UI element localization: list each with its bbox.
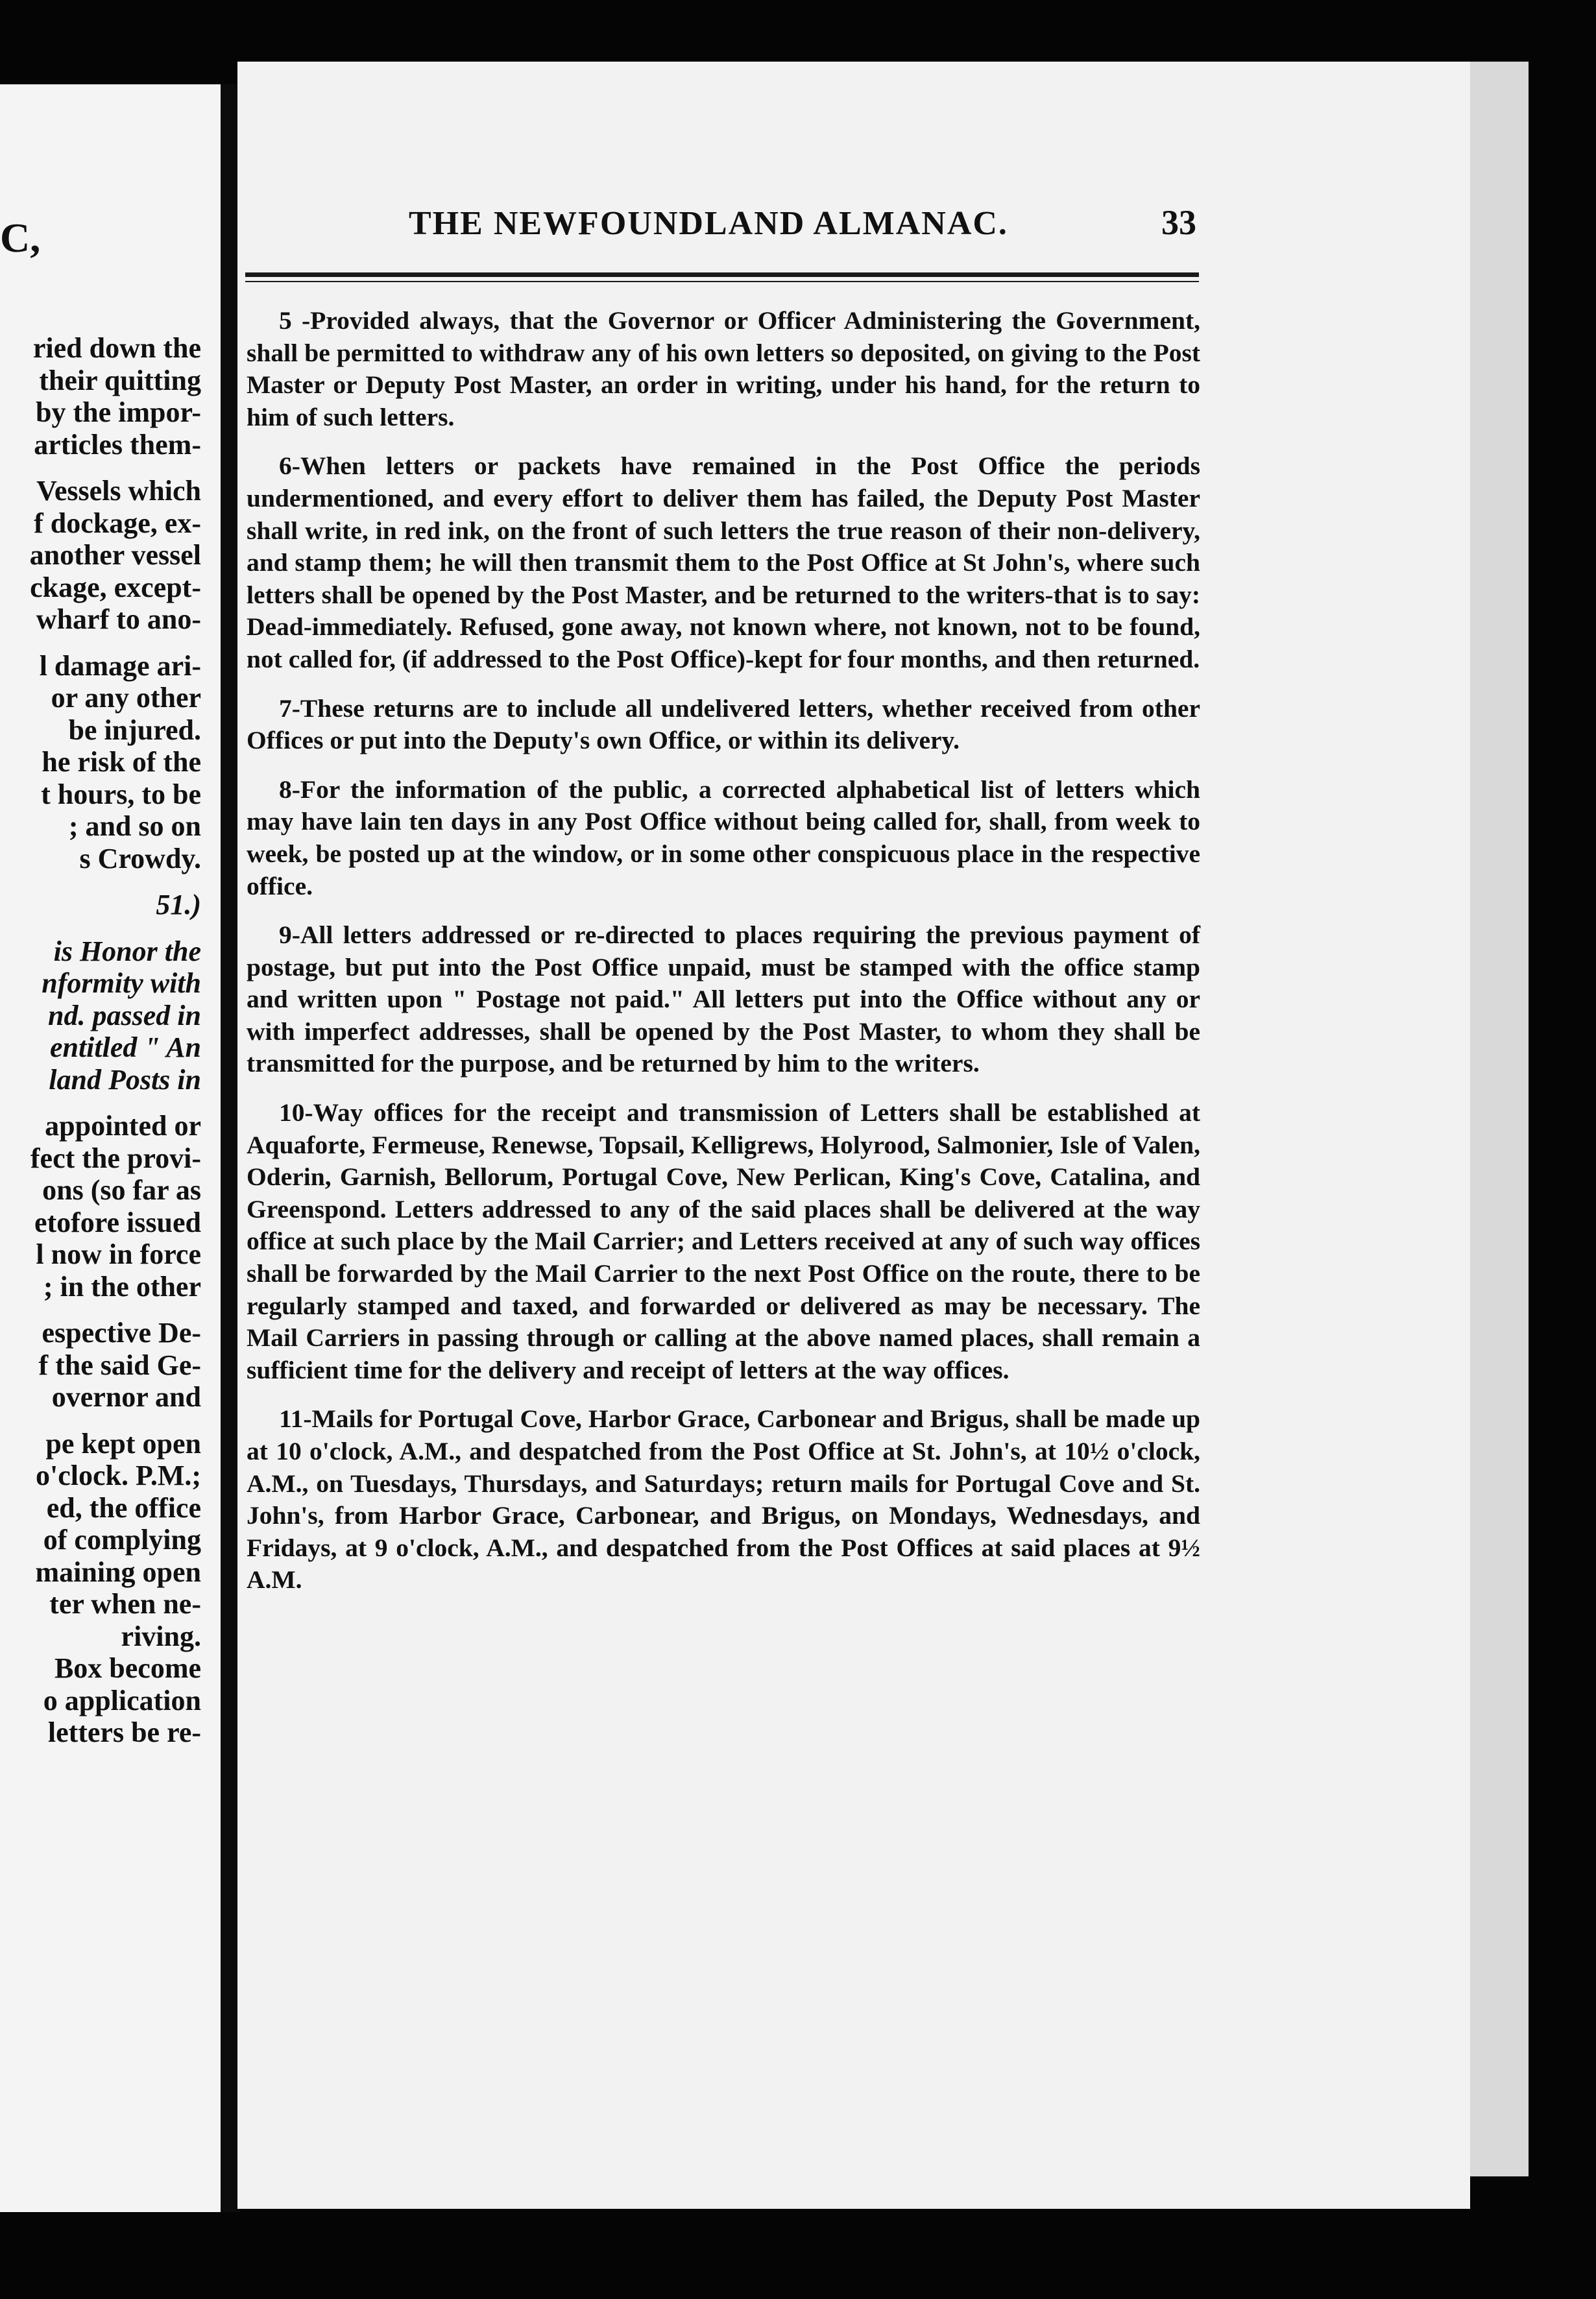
page-edge-shadow: [1470, 62, 1529, 2176]
left-page-line: land Posts in: [49, 1063, 201, 1096]
left-page-line: l now in force: [36, 1238, 201, 1270]
left-page-line: t hours, to be: [41, 778, 201, 810]
left-page-line: he risk of the: [42, 746, 201, 778]
left-page-line: or any other: [51, 682, 201, 714]
left-page-line: Box become: [54, 1652, 201, 1684]
left-page-line: fect the provi-: [30, 1142, 201, 1174]
paragraph-7: 7-These returns are to include all undelivered letters, whether received from other Offices or put into the Deputy's own Office, or within its delivery.: [247, 693, 1200, 755]
left-page-line: f dockage, ex-: [34, 507, 201, 539]
left-page-line: espective De-: [42, 1317, 201, 1349]
left-page-line: be injured.: [68, 714, 201, 746]
left-page-line: o'clock. P.M.;: [36, 1460, 201, 1491]
left-page-line: overnor and: [51, 1381, 201, 1413]
paragraph-10: 10-Way offices for the receipt and transmission of Letters shall be established at Aquaforte, Fermeuse, Renewse, Topsail, Kelligrews, Holyrood, Salmonier, Isle of Valen, Oderin, Garnish, Bellorum, Portugal Cove, New Perlican, King's Cove, Catalina, and Greenspond. Letters addressed to any of the said places shall be delivered at the way office at such place by the Mail Carrier; and Letters received at any of such way offices shall be forwarded by the Mail Carrier to the next Post Office on the route, there to be regularly stamped and taxed, and forwarded or delivered as may be necessary. The Mail Carriers in passing through or calling at the above named places, shall remain a sufficient time for the delivery and receipt of letters at the way offices.: [247, 1098, 1200, 1384]
left-page-line: nd. passed in: [48, 999, 201, 1031]
left-page-line: appointed or: [45, 1110, 201, 1142]
left-page-line: ; and so on: [68, 810, 201, 842]
page-number: 33: [1161, 203, 1196, 242]
left-page-line: riving.: [121, 1620, 201, 1652]
paragraph-6: 6-When letters or packets have remained in the Post Office the periods undermentioned, and every effort to deliver them has failed, the Deputy Post Master shall write, in red ink, on the front of such letters the true reason of their non-delivery, and stamp them; he will then transmit them to the Post Office at St John's, where such letters shall be opened by the Post Master, and be returned to the writers-that is to say: Dead-immediately. Refused, gone away, not known where, not known, not to be found, not called for, (if addressed to the Post Office)-kept for four months, and then returned.: [247, 451, 1200, 673]
left-page-line: entitled " An: [49, 1031, 201, 1063]
left-page-line: by the impor-: [35, 396, 201, 428]
left-page-line: articles them-: [34, 428, 201, 461]
left-page-line: ; in the other: [43, 1270, 201, 1303]
left-page-line: is Honor the: [53, 935, 201, 967]
paragraph-11: 11-Mails for Portugal Cove, Harbor Grace, Carbonear and Brigus, shall be made up at 10 o'clock, A.M., and despatched from the Post Office at St. John's, at 10½ o'clock, A.M., on Tuesdays, Thursdays, and Saturdays; return mails for Portugal Cove and St. John's, from Harbor Grace, Carbonear, and Brigus, on Mondays, Wednesdays, and Fridays, at 9 o'clock, A.M., and despatched from the Post Offices at said places at 9½ A.M.: [247, 1404, 1200, 1595]
header-rule-thick: [245, 272, 1199, 277]
header-rule-thin: [245, 281, 1199, 282]
left-page-line: another vessel: [29, 539, 201, 571]
left-page-heading: C,: [0, 215, 41, 261]
page-body: [247, 305, 1200, 1613]
left-page-fragment: [0, 84, 221, 2212]
left-page-line: ed, the office: [46, 1491, 201, 1524]
running-head-title: THE NEWFOUNDLAND ALMANAC.: [409, 205, 1008, 242]
paragraph-5: 5 -Provided always, that the Governor or Officer Administering the Government, shall be permitted to withdraw any of his own letters so deposited, on giving to the Post Master or Deputy Post Master, an order in writing, under his hand, for the return to him of such letters.: [247, 306, 1200, 431]
left-page-line: their quitting: [39, 364, 201, 396]
left-page-line: 51.): [156, 889, 201, 921]
left-page-line: o application: [43, 1684, 201, 1716]
left-page-line: ons (so far as: [42, 1174, 201, 1206]
left-page-line: wharf to ano-: [36, 603, 201, 635]
left-page-line: ter when ne-: [49, 1588, 201, 1620]
paragraph-8: 8-For the information of the public, a corrected alphabetical list of letters which may have lain ten days in any Post Office without being called for, shall, from week to week, be posted up at the window, or in some other conspicuous place in the respective office.: [247, 775, 1200, 900]
left-page-line: l damage ari-: [39, 649, 201, 682]
left-page-line: ckage, except-: [30, 571, 201, 603]
left-page-line: s Crowdy.: [79, 842, 201, 874]
left-page-line: maining open: [35, 1556, 201, 1588]
left-page-line: pe kept open: [45, 1427, 201, 1460]
left-page-line: ried down the: [32, 332, 201, 364]
paragraph-9: 9-All letters addressed or re-directed to places requiring the previous payment of postage, but put into the Post Office unpaid, must be stamped with the office stamp and written upon " Postage not paid." All letters put into the Office without any or with imperfect addresses, shall be opened by the Post Master, to whom they shall be transmitted for the purpose, and be returned by him to the writers.: [247, 921, 1200, 1078]
left-page-line: f the said Ge-: [38, 1349, 201, 1381]
left-page-line: Vessels which: [36, 475, 201, 507]
left-page-line: letters be re-: [47, 1716, 201, 1748]
left-page-line: of complying: [43, 1524, 201, 1556]
left-page-line: etofore issued: [34, 1206, 201, 1238]
left-page-line: nformity with: [42, 967, 201, 999]
